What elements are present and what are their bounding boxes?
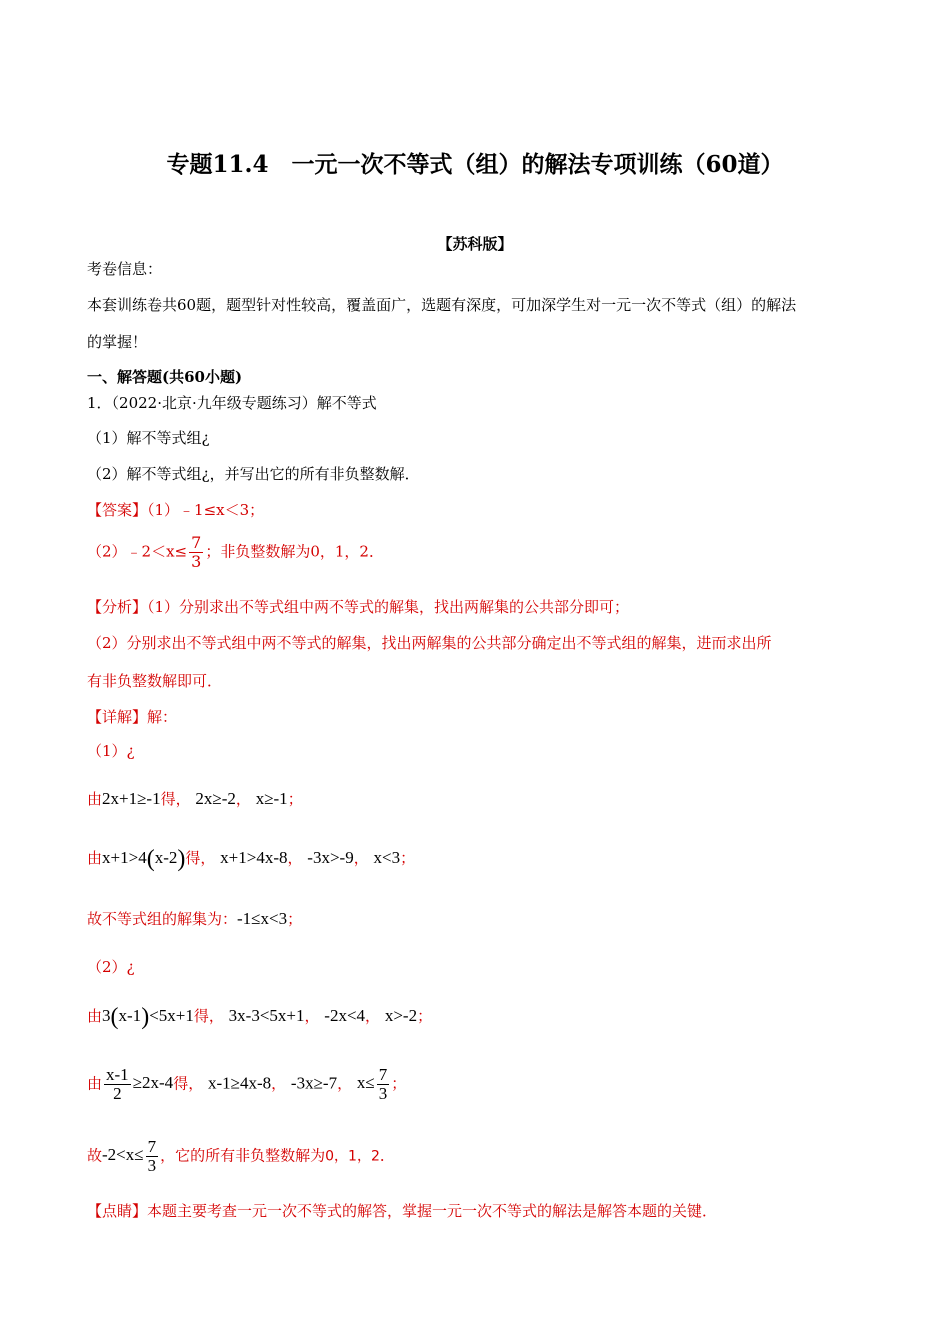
solution-step-3: 由3(x-1)<5x+1得， 3x-3<5x+1， -2x<4， x>-2； (87, 1004, 433, 1030)
answer-line-1: 【答案】（1）﹣1≤x＜3； (87, 501, 265, 519)
analysis-line-2: （2）分别求出不等式组中两不等式的解集，找出两解集的公共部分确定出不等式组的解集，进而求出所 (87, 634, 772, 652)
solution-step-2: 由x+1>4(x-2)得， x+1>4x-8， -3x>-9， x<3； (87, 846, 416, 872)
edition-label: 【苏科版】 (437, 235, 513, 253)
comment-line: 【点睛】本题主要考查一元一次不等式的解答，掌握一元一次不等式的解法是解答本题的关键． (87, 1202, 718, 1220)
intro-line-1: 本套训练卷共60题，题型针对性较高，覆盖面广，选题有深度，可加深学生对一元一次不等式（组）的解法 (87, 296, 797, 314)
answer-line-2: （2）﹣2＜x≤ $\frac{7}{3}$ ；非负整数解为0，1，2． (87, 533, 384, 571)
solution-step-4: 由 $\frac{x-1}{2}$ ≥2x-4得， x-1≥4x-8， -3x≥-7， x≤ $\frac{7}{3}$ ； (87, 1065, 407, 1103)
detail-part-1-label: （1）¿ (87, 742, 135, 760)
problem-part-1: （1）解不等式组¿ (87, 429, 210, 447)
problem-stem: 1．（2022·北京·九年级专题练习）解不等式 (87, 394, 377, 412)
intro-line-2: 的掌握！ (87, 333, 148, 351)
analysis-line-3: 有非负整数解即可． (87, 672, 223, 690)
conclusion-1: 故不等式组的解集为：-1≤x<3； (87, 909, 303, 928)
answer-fraction: $\frac{7}{3}$ (191, 533, 202, 571)
exam-info-label: 考卷信息： (87, 260, 163, 278)
problem-part-2: （2）解不等式组¿，并写出它的所有非负整数解． (87, 465, 420, 483)
conclusion-2: 故-2<x≤ $\frac{7}{3}$ ，它的所有非负整数解为0，1，2． (87, 1137, 395, 1175)
section-heading: 一、解答题(共60小题) (87, 368, 243, 386)
analysis-line-1: 【分析】（1）分别求出不等式组中两不等式的解集，找出两解集的公共部分即可； (87, 598, 630, 616)
detail-part-2-label: （2）¿ (87, 958, 135, 976)
detail-heading: 【详解】解： (87, 708, 178, 726)
solution-step-1: 由2x+1≥-1得， 2x≥-2， x≥-1； (87, 789, 303, 808)
page-title: 专题11.4 一元一次不等式（组）的解法专项训练（60道） (166, 151, 784, 178)
